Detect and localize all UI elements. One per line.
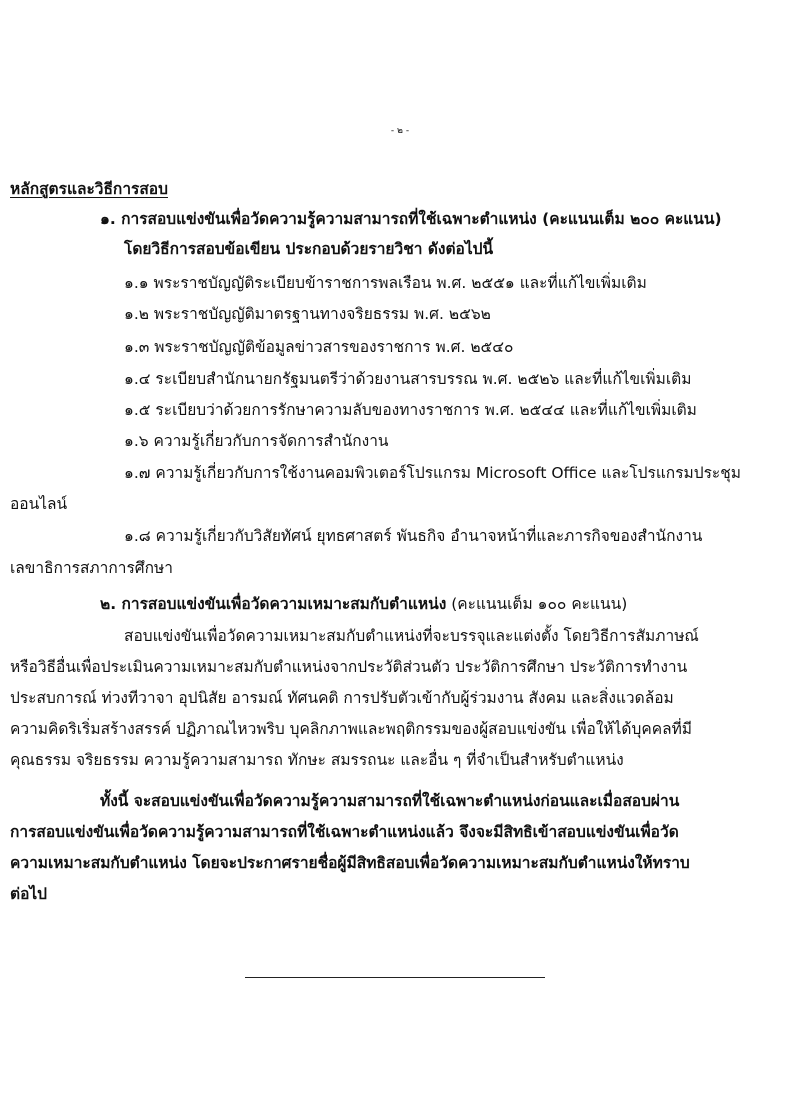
list-item: ๑.๕ ระเบียบว่าด้วยการรักษาความลับของทางราชการ พ.ศ. ๒๕๔๔ และที่แก้ไขเพิ่มเติม xyxy=(124,401,697,419)
paragraph-line: ความคิดริเริ่มสร้างสรรค์ ปฏิภาณไหวพริบ บุคลิกภาพและพฤติกรรมของผู้สอบแข่งขัน เพื่อให้ได้บุคคลที่มี xyxy=(10,720,693,738)
list-item: ๑.๓ พระราชบัญญัติข้อมูลข่าวสารของราชการ พ.ศ. ๒๕๔๐ xyxy=(124,338,514,356)
part1-title-line1: ๑. การสอบแข่งขันเพื่อวัดความรู้ความสามารถที่ใช้เฉพาะตำแหน่ง (คะแนนเต็ม ๒๐๐ คะแนน) xyxy=(100,210,722,228)
closing-line: ความเหมาะสมกับตำแหน่ง โดยจะประกาศรายชื่อผู้มีสิทธิสอบเพื่อวัดความเหมาะสมกับตำแหน่งให้ทราบ xyxy=(10,854,690,872)
list-item-continuation: ออนไลน์ xyxy=(10,495,68,513)
list-item: ๑.๘ ความรู้เกี่ยวกับวิสัยทัศน์ ยุทธศาสตร์ พันธกิจ อำนาจหน้าที่และภารกิจของสำนักงาน xyxy=(124,527,703,545)
list-item: ๑.๖ ความรู้เกี่ยวกับการจัดการสำนักงาน xyxy=(124,432,389,450)
part2-title xyxy=(100,593,627,615)
list-item: ๑.๔ ระเบียบสำนักนายกรัฐมนตรีว่าด้วยงานสารบรรณ พ.ศ. ๒๕๒๖ และที่แก้ไขเพิ่มเติม xyxy=(124,370,692,388)
list-item: ๑.๗ ความรู้เกี่ยวกับการใช้งานคอมพิวเตอร์โปรแกรม Microsoft Office และโปรแกรมประชุม xyxy=(124,464,741,482)
closing-line: ทั้งนี้ จะสอบแข่งขันเพื่อวัดความรู้ความสามารถที่ใช้เฉพาะตำแหน่งก่อนและเมื่อสอบผ่าน xyxy=(100,792,680,810)
paragraph-line: คุณธรรม จริยธรรม ความรู้ความสามารถ ทักษะ สมรรถนะ และอื่น ๆ ที่จำเป็นสำหรับตำแหน่ง xyxy=(10,751,624,769)
closing-line: การสอบแข่งขันเพื่อวัดความรู้ความสามารถที่ใช้เฉพาะตำแหน่งแล้ว จึงจะมีสิทธิเข้าสอบแข่งขันเพื่อวัด xyxy=(10,823,679,841)
part1-title-line2: โดยวิธีการสอบข้อเขียน ประกอบด้วยรายวิชา ดังต่อไปนี้ xyxy=(124,240,494,258)
closing-line: ต่อไป xyxy=(10,885,48,903)
part2-title-bold: ๒. การสอบแข่งขันเพื่อวัดความเหมาะสมกับตำแหน่ง xyxy=(100,595,447,613)
paragraph-line: หรือวิธีอื่นเพื่อประเมินความเหมาะสมกับตำแหน่งจากประวัติส่วนตัว ประวัติการศึกษา ประวัติการทำงาน xyxy=(10,658,688,676)
list-item: ๑.๒ พระราชบัญญัติมาตรฐานทางจริยธรรม พ.ศ. ๒๕๖๒ xyxy=(124,305,491,323)
page-number: - ๒ - xyxy=(390,126,410,136)
paragraph-line: ประสบการณ์ ท่วงทีวาจา อุปนิสัย อารมณ์ ทัศนคติ การปรับตัวเข้ากับผู้ร่วมงาน สังคม และสิ่งแวดล้อม xyxy=(10,689,674,707)
paragraph-line: สอบแข่งขันเพื่อวัดความเหมาะสมกับตำแหน่งที่จะบรรจุและแต่งตั้ง โดยวิธีการสัมภาษณ์ xyxy=(124,627,699,645)
part2-title-score: (คะแนนเต็ม ๑๐๐ คะแนน) xyxy=(451,595,628,613)
list-item-continuation: เลขาธิการสภาการศึกษา xyxy=(10,559,173,577)
section-heading: หลักสูตรและวิธีการสอบ xyxy=(10,180,168,198)
end-divider-line xyxy=(245,977,545,978)
list-item: ๑.๑ พระราชบัญญัติระเบียบข้าราชการพลเรือน พ.ศ. ๒๕๕๑ และที่แก้ไขเพิ่มเติม xyxy=(124,274,647,292)
